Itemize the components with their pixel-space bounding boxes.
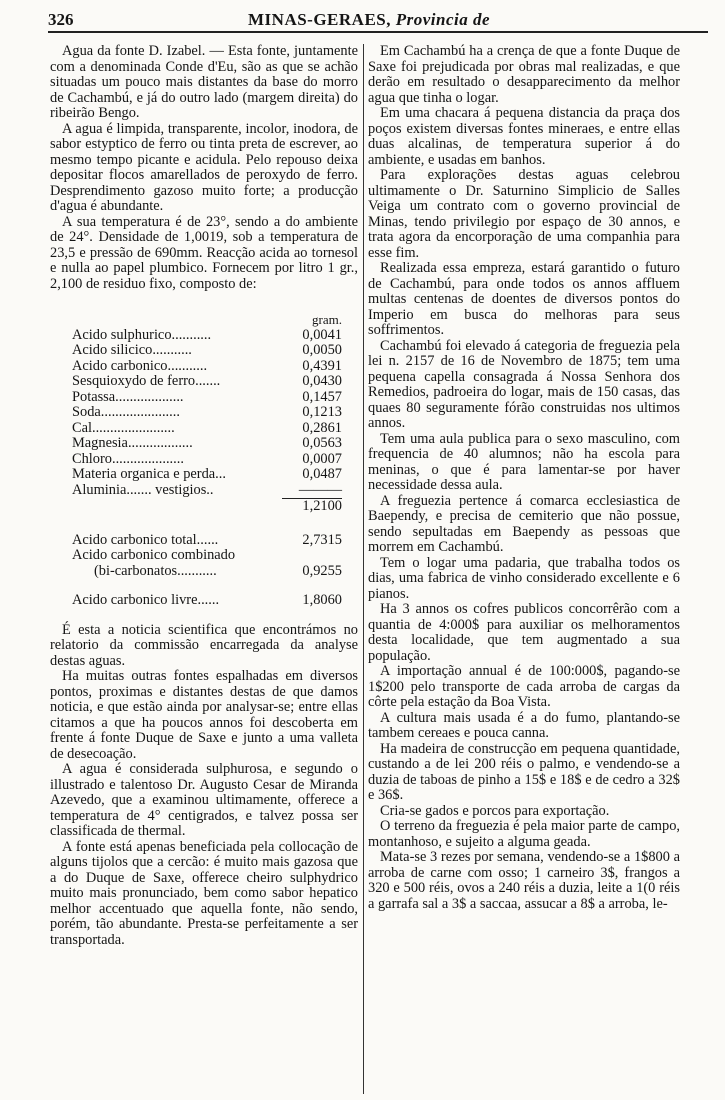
sum-row (72, 499, 342, 515)
table-row (72, 421, 342, 437)
free-value: 1,8060 (302, 592, 342, 608)
combined-value: 0,9255 (302, 562, 342, 579)
table-row (72, 483, 342, 499)
combined-row (72, 548, 342, 564)
component-value: 0,0487 (302, 466, 342, 482)
combined-label-1: Acido carbonico combinado (72, 547, 236, 563)
free-label: Acido carbonico livre...... (72, 592, 220, 608)
right-paragraph-4: Realizada essa empreza, estará garantido o futuro de Cachambú, para onde todos os annos affluem multas centenas de doentes de diversos pontos do Imperio em busca do melhoras para seus soffrimentos. (368, 260, 680, 338)
left-paragraph-6: A agua é considerada sulphurosa, e segundo o illustrado e talentoso Dr. Augusto Cesar de Miranda Azevedo, que a examinou ultimamente, offerece a temperatura de 4° centigrados, e talvez possa ser classificada de thermal. (50, 761, 358, 839)
right-paragraph-15: Mata-se 3 rezes por semana, vendendo-se a 1$800 a arroba de carne com osso; 1 carneiro 3$, frangos a 320 e 500 réis, ovos a 240 réis a duzia, leite a 1(0 réis a garrafa sal a 3$ a saccaa, assucar a 8$ a arroba, le- (368, 849, 680, 912)
component-name: Acido sulphurico........... (72, 326, 212, 343)
column-divider (363, 44, 364, 1094)
table-row (72, 436, 342, 452)
component-name: Magnesia.................. (72, 435, 193, 451)
right-paragraph-5: Cachambú foi elevado á categoria de freguezia pela lei n. 2157 de 16 de Novembro de 1875; tem uma pequena capella consagrada á Nossa Senhora dos Remedios, padroeira do logar, mais de 150 casas, das quaes 80 seguramente fórão construidas nos ultimos annos. (368, 337, 680, 431)
right-paragraph-10: A importação annual é de 100:000$, pagando-se 1$200 pelo transporte de cada arroba de cargas da côrte pela estação da Boa Vista. (368, 663, 680, 710)
component-value: 0,1213 (302, 404, 342, 420)
component-name: Acido carbonico........... (72, 357, 208, 374)
right-paragraph-13: Cria-se gados e porcos para exportação. (380, 802, 610, 819)
right-paragraph-1: Em Cachambú ha a crença de que a fonte Duque de Saxe foi prejudicada por obras mal realizadas, e que derão em resultado o desapparecimento da melhor agua que tinha o logar. (368, 43, 680, 106)
title-sub: Provincia de (395, 10, 491, 29)
right-paragraph-14: O terreno da freguezia é pela maior parte de campo, montanhoso, e sujeito a alguma geada. (368, 818, 680, 850)
component-name: Acido silicico........... (72, 342, 192, 358)
component-name: Cal....................... (72, 419, 175, 436)
page-number: 326 (48, 10, 74, 29)
table-row (72, 452, 342, 468)
left-paragraph-7: A fonte está apenas beneficiada pela collocação de alguns tijolos que a cercão: é muito mais gazosa que a do Duque de Saxe, offerece cheiro sulphydrico muito mais pronunciado, bem como sabor hepatico melhor accentuado que aquella fonte, não sendo, porém, tão abundante. Presta-se perfeitamente a ser transportada. (50, 838, 358, 948)
table-row (72, 343, 342, 359)
component-name: Soda...................... (72, 404, 180, 420)
unit-label: gram. (312, 312, 342, 327)
right-column (368, 44, 680, 912)
total-label: Acido carbonico total...... (72, 531, 219, 548)
left-paragraph-5: Ha muitas outras fontes espalhadas em diversos pontos, proximas e distantes destas de que damos noticia, e que estão ainda por analysar-se; entre ellas citamos a que ha poucos annos foi descoberta em frente á fonte Duque de Saxe e junto a uma valleta de desecoação. (50, 668, 358, 762)
running-title (248, 10, 490, 30)
left-paragraph-2: A agua é limpida, transparente, incolor, inodora, de sabor estyptico de ferro ou tinta preta de escrever, ao mesmo tempo picante e acidula. Pelo repouso deixa depositar flocos amarellados de peroxydo de ferro. Desprendimento gazoso muito forte; a producção d'agua é abundante. (50, 120, 358, 214)
right-paragraph-8: Tem o logar uma padaria, que trabalha todos os dias, uma fabrica de vinho considerado excellente e 6 pianos. (368, 554, 680, 602)
left-column (50, 44, 358, 948)
combined-label-2: (bi-carbonatos........... (94, 562, 217, 579)
table-row (72, 359, 342, 375)
component-value: 0,0007 (302, 450, 342, 467)
right-paragraph-3: Para explorações destas aguas celebrou ultimamente o Dr. Saturnino Simplicio de Salles Veiga um contrato com o governo provincial de Minas, tendo privilegio por espaço de 30 annos, e trata agora da encorporação de uma companhia para esse fim. (368, 167, 680, 261)
table-row (72, 374, 342, 390)
right-paragraph-6: Tem uma aula publica para o sexo masculino, com frequencia de 40 alumnos; não ha escola para meninas, o que é para lamentar-se por haver necessidade dessa aula. (368, 430, 680, 493)
table-row (72, 390, 342, 406)
component-name: Potassa................... (72, 388, 184, 405)
component-name: Sesquioxydo de ferro....... (72, 373, 221, 389)
right-paragraph-2: Em uma chacara á pequena distancia da praça dos poços existem diversas fontes mineraes, e entre ellas duas alcalinas, de temperatura superior á do ambiente, e usadas em banhos. (368, 105, 680, 168)
left-paragraph-3: A sua temperatura é de 23°, sendo a do ambiente de 24°. Densidade de 1,0019, sob a temperatura de 23,5 e pressão de 690mm. Reacção acida ao tornesol e nulla ao papel plumbico. Fornecem por litro 1 gr., 2,100 de residuo fixo, composto de: (50, 213, 358, 292)
table-row (72, 328, 342, 344)
component-name: Materia organica e perda... (72, 466, 226, 482)
table-row (72, 405, 342, 421)
component-value: 0,0041 (302, 326, 342, 343)
left-paragraph-1: Agua da fonte D. Izabel. — Esta fonte, juntamente com a denominada Conde d'Eu, são as que se achão situadas um pouco mais distantes da base do morro de Cachambú, e já do outro lado (margem direita) do ribeirão Bengo. (50, 43, 358, 121)
sum-value: 1,2100 (282, 499, 342, 515)
analysis-table (72, 312, 342, 609)
right-paragraph-7: A freguezia pertence á comarca ecclesiastica de Baependy, e precisa de cemiterio que não possue, sendo sepultadas em Baependy as pessoas que morrem em Cachambú. (368, 492, 680, 555)
component-value: 0,0050 (302, 342, 342, 358)
component-value: 0,0563 (302, 435, 342, 451)
component-value: 0,2861 (302, 419, 342, 436)
total-row (72, 533, 342, 549)
component-name: Aluminia....... vestigios.. (72, 481, 214, 498)
component-name: Chloro.................... (72, 450, 184, 467)
header-rule (48, 31, 708, 33)
component-value: 0,1457 (302, 388, 342, 405)
title-main: MINAS-GERAES, (248, 10, 391, 29)
right-paragraph-11: A cultura mais usada é a do fumo, plantando-se tambem cereaes e pouca canna. (368, 709, 680, 741)
component-value: 0,4391 (302, 357, 342, 374)
right-paragraph-9: Ha 3 annos os cofres publicos concorrêrão com a quantia de 4:000$ para auxiliar os melhoramentos desta localidade, que tem augmentado a sua população. (368, 601, 680, 664)
component-value: ——— (298, 481, 342, 498)
page-header (48, 6, 708, 30)
table-row (72, 467, 342, 483)
total-value: 2,7315 (302, 531, 342, 548)
combined-row-2 (72, 564, 342, 580)
left-paragraph-4: É esta a noticia scientifica que encontrámos no relatorio da commissão encarregada da analyse destas aguas. (50, 621, 358, 669)
free-row (72, 593, 342, 609)
component-value: 0,0430 (302, 373, 342, 389)
right-paragraph-12: Ha madeira de construcção em pequena quantidade, custando a de lei 200 réis o palmo, e vendendo-se a duzia de taboas de pinho a 15$ e 18$ e de cedro a 32$ e 36$. (368, 740, 680, 803)
